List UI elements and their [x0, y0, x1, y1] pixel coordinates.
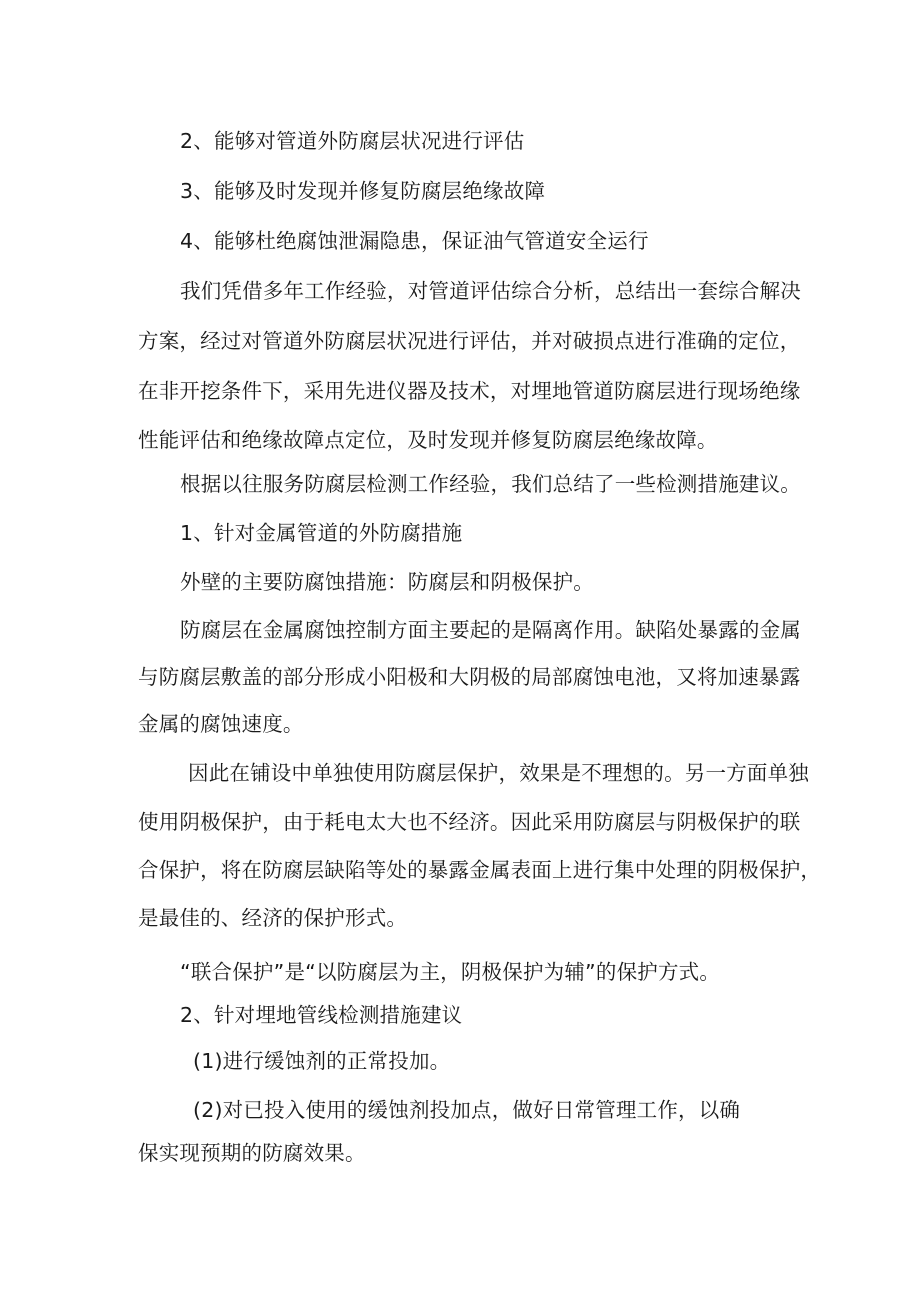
list-item-sub-2: (2)对已投入使用的缓蚀剂投加点，做好日常管理工作，以确 — [193, 1098, 741, 1122]
paragraph-line: 在非开挖条件下，采用先进仪器及技术，对埋地管道防腐层进行现场绝缘 — [138, 379, 801, 403]
paragraph-line: 使用阴极保护，由于耗电太大也不经济。因此采用防腐层与阴极保护的联 — [138, 810, 801, 834]
paragraph-line: 与防腐层敷盖的部分形成小阳极和大阴极的局部腐蚀电池，又将加速暴露 — [138, 665, 801, 689]
paragraph-line: 金属的腐蚀速度。 — [138, 712, 304, 736]
paragraph-line: 性能评估和绝缘故障点定位，及时发现并修复防腐层绝缘故障。 — [138, 428, 718, 452]
list-item-sub-1: (1)进行缓蚀剂的正常投加。 — [193, 1049, 451, 1073]
paragraph-line: 根据以往服务防腐层检测工作经验，我们总结了一些检测措施建议。 — [180, 472, 801, 496]
list-item-4: 4、能够杜绝腐蚀泄漏隐患，保证油气管道安全运行 — [180, 229, 649, 253]
paragraph-line: 保实现预期的防腐效果。 — [138, 1141, 366, 1165]
paragraph-line: 外壁的主要防腐蚀措施：防腐层和阴极保护。 — [180, 570, 594, 594]
paragraph-line: “联合保护”是“以防腐层为主，阴极保护为辅”的保护方式。 — [180, 960, 721, 984]
paragraph-line: 合保护，将在防腐层缺陷等处的暴露金属表面上进行集中处理的阴极保护， — [138, 858, 822, 882]
section-heading-1: 1、针对金属管道的外防腐措施 — [180, 521, 463, 545]
paragraph-line: 方案，经过对管道外防腐层状况进行评估，并对破损点进行准确的定位， — [138, 329, 801, 353]
paragraph-line: 是最佳的、经济的保护形式。 — [138, 906, 408, 930]
section-heading-2: 2、针对埋地管线检测措施建议 — [180, 1003, 463, 1027]
paragraph-line: 防腐层在金属腐蚀控制方面主要起的是隔离作用。缺陷处暴露的金属 — [180, 618, 801, 642]
paragraph-line: 因此在铺设中单独使用防腐层保护，效果是不理想的。另一方面单独 — [188, 761, 809, 785]
list-item-2: 2、能够对管道外防腐层状况进行评估 — [180, 129, 525, 153]
list-item-3: 3、能够及时发现并修复防腐层绝缘故障 — [180, 179, 546, 203]
paragraph-line: 我们凭借多年工作经验，对管道评估综合分析，总结出一套综合解决 — [180, 279, 801, 303]
